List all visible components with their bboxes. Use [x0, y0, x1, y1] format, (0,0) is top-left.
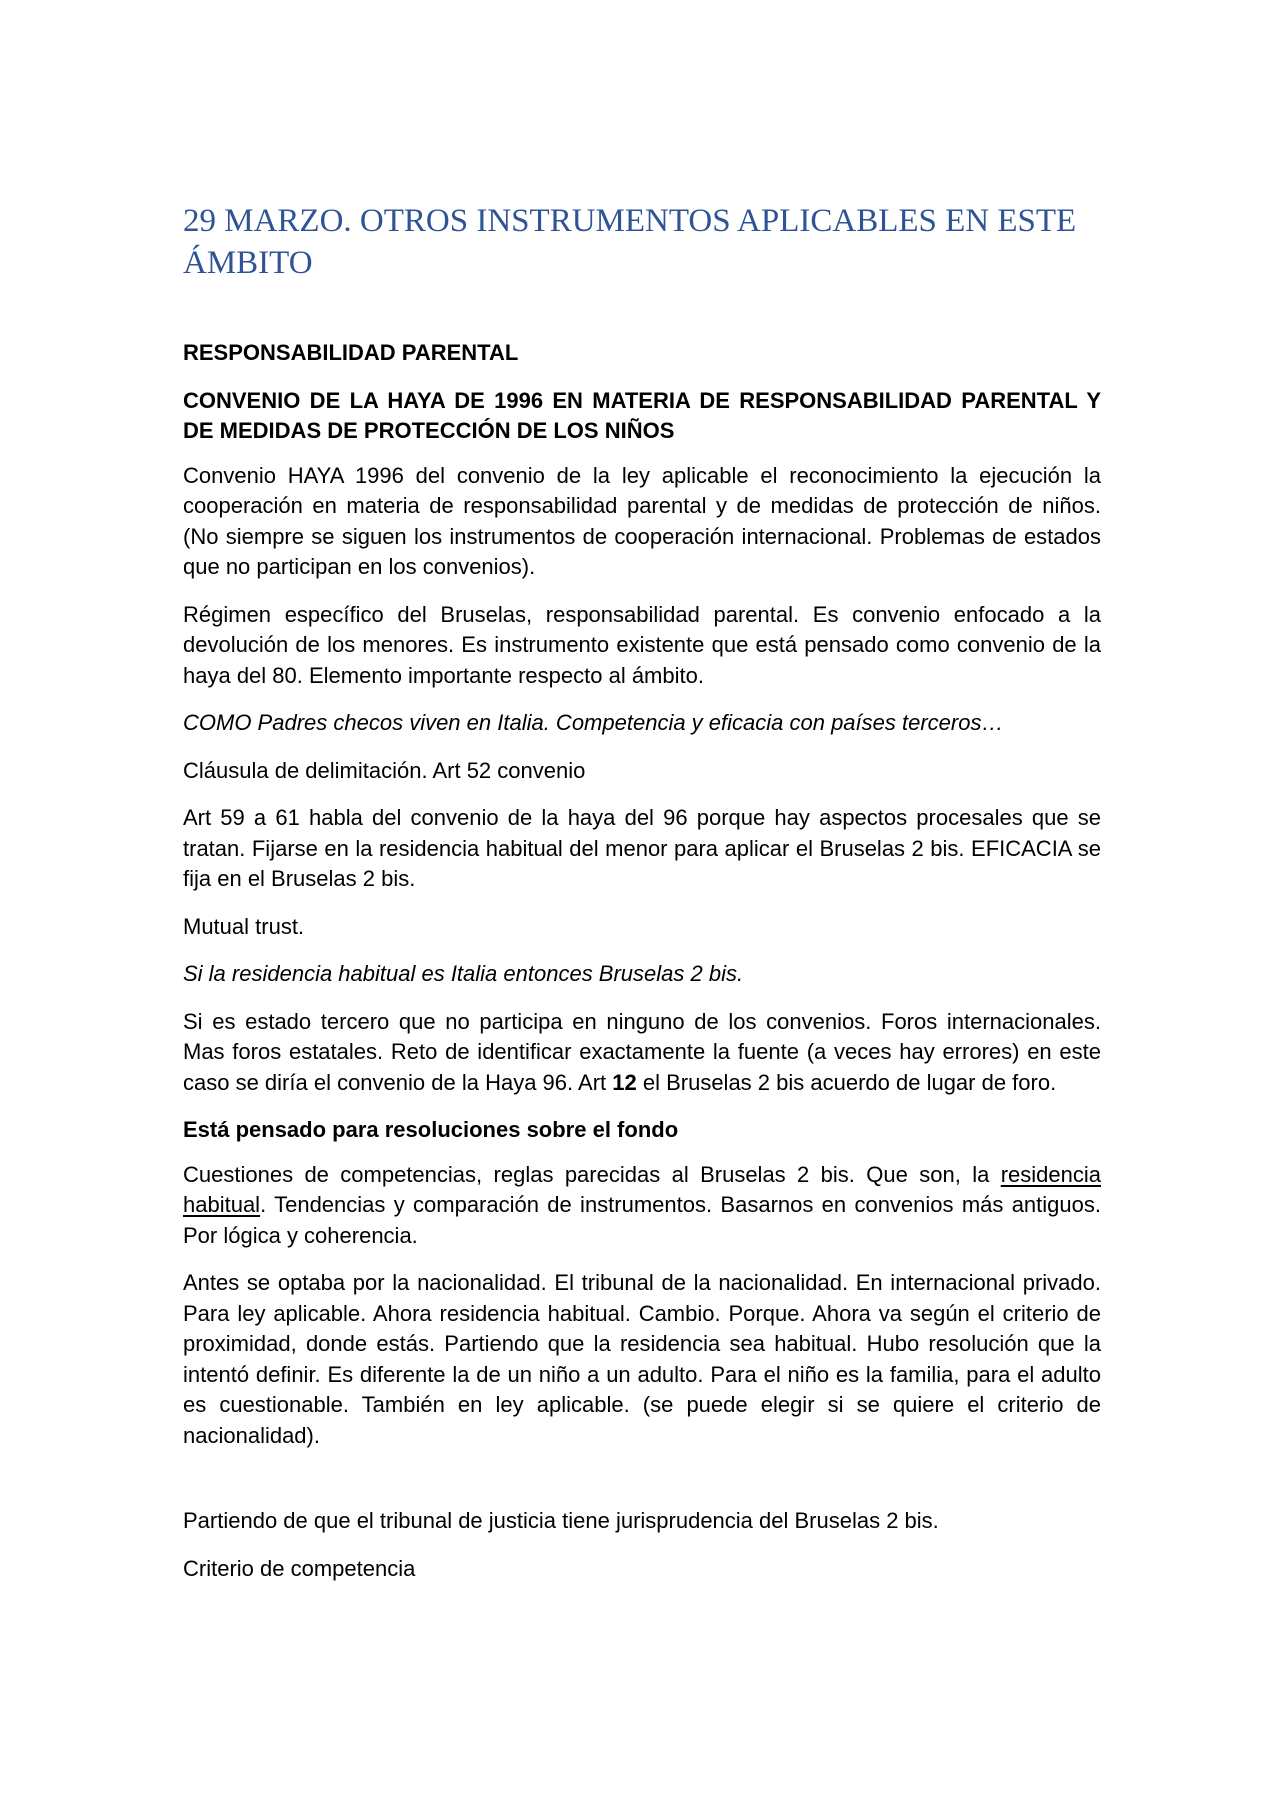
- paragraph-estado-tercero: [183, 1007, 1101, 1099]
- text-segment: . Tendencias y comparación de instrumentos. Basarnos en convenios más antiguos. Por lógica y coherencia.: [183, 1192, 1101, 1248]
- section-heading-convenio: CONVENIO DE LA HAYA DE 1996 EN MATERIA DE RESPONSABILIDAD PARENTAL Y DE MEDIDAS DE PROTECCIÓN DE LOS NIÑOS: [183, 387, 1101, 443]
- paragraph-criterio: Criterio de competencia: [183, 1555, 416, 1581]
- paragraph-art-59: Art 59 a 61 habla del convenio de la haya del 96 porque hay aspectos procesales que se tratan. Fijarse en la residencia habitual del menor para aplicar el Bruselas 2 bis. EFICACIA se fija en el Bruselas 2 bis.: [183, 805, 1101, 891]
- text-segment: Cuestiones de competencias, reglas parecidas al Bruselas 2 bis. Que son, la: [183, 1161, 1001, 1187]
- paragraph-regimen: Régimen específico del Bruselas, responsabilidad parental. Es convenio enfocado a la devolución de los menores. Es instrumento existente que está pensado como convenio de la haya del 80. Elemento importante respecto al ámbito.: [183, 601, 1101, 688]
- document-page: [183, 200, 1101, 1601]
- paragraph-residencia-italia: Si la residencia habitual es Italia entonces Bruselas 2 bis.: [183, 961, 744, 986]
- paragraph-convenio-haya: Convenio HAYA 1996 del convenio de la ley aplicable el reconocimiento la ejecución la cooperación en materia de responsabilidad parental y de medidas de protección de niños. (No siempre se siguen los instrumentos de cooperación internacional. Problemas de estados que no participan en los convenios).: [183, 462, 1101, 579]
- bold-statement-fondo: Está pensado para resoluciones sobre el fondo: [183, 1117, 679, 1142]
- paragraph-jurisprudencia: Partiendo de que el tribunal de justicia tiene jurisprudencia del Bruselas 2 bis.: [183, 1508, 939, 1533]
- text-segment: Si es estado tercero que no participa en ninguno de los convenios. Foros internacionales. Mas foros estatales. Reto de identificar exactamente la fuente (a veces hay errores) en este caso se diría el convenio de la Haya 96. Art: [183, 1008, 1101, 1095]
- paragraph-nacionalidad: Antes se optaba por la nacionalidad. El tribunal de la nacionalidad. En internacional privado. Para ley aplicable. Ahora residencia habitual. Cambio. Porque. Ahora va según el criterio de proximidad, donde estás. Partiendo que la residencia sea habitual. Hubo resolución que la intentó definir. Es diferente la de un niño a un adulto. Para el niño es la familia, para el adulto es cuestionable. También en ley aplicable. (se puede elegir si se quiere el criterio de nacionalidad).: [183, 1270, 1101, 1448]
- bold-article-number: 12: [612, 1069, 637, 1095]
- blank-line: [183, 1468, 1101, 1506]
- paragraph-cuestiones: [183, 1160, 1101, 1252]
- paragraph-clausula: Cláusula de delimitación. Art 52 convenio: [183, 757, 586, 783]
- paragraph-mutual-trust: Mutual trust.: [183, 913, 305, 939]
- underlined-term: residencia habitual: [183, 1161, 1101, 1217]
- section-heading-responsabilidad: RESPONSABILIDAD PARENTAL: [183, 340, 519, 365]
- paragraph-ejemplo-checos: COMO Padres checos viven en Italia. Competencia y eficacia con países terceros…: [183, 710, 1004, 735]
- text-segment: el Bruselas 2 bis acuerdo de lugar de foro.: [636, 1069, 1057, 1095]
- document-title: 29 MARZO. OTROS INSTRUMENTOS APLICABLES EN ESTE ÁMBITO: [183, 203, 1077, 281]
